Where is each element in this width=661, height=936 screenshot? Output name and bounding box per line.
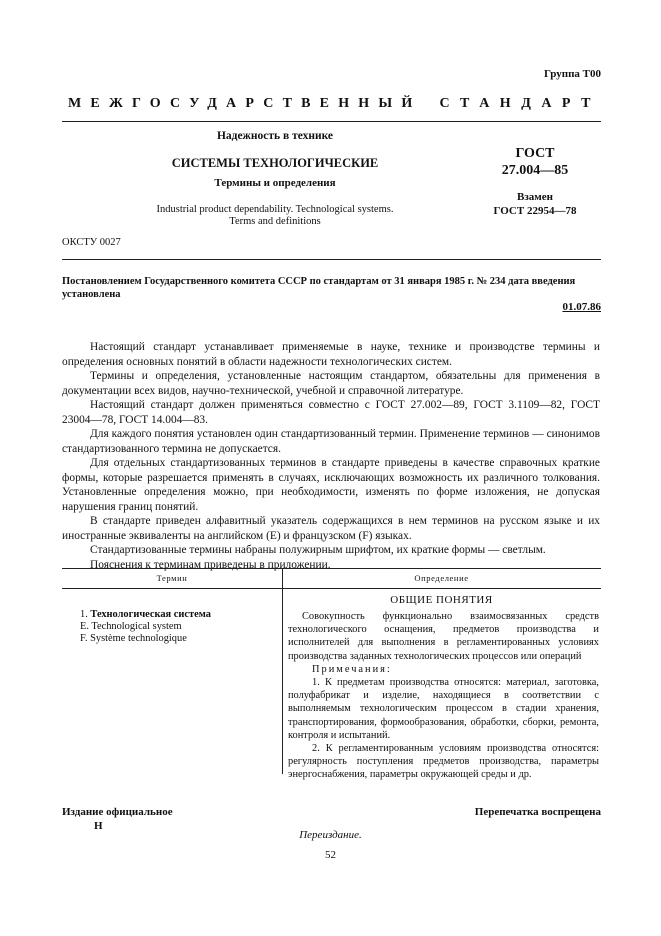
term-fr: F. Système technologique <box>80 633 187 644</box>
main-title: СИСТЕМЫ ТЕХНОЛОГИЧЕСКИЕ <box>171 156 379 170</box>
table-top-border <box>62 568 601 569</box>
term-entry <box>80 609 280 645</box>
note-1: 1. К предметам производства относятся: материал, заготовка, полуфабрикат и изделие, находящиеся в соответствии с выполняемым технологическим процессом в стадии хранения, транспортирования, формообразования, обработки, сборки, ремонта, контроля и испытаний. <box>288 677 599 741</box>
decree-text: Постановлением Государственного комитета СССР по стандартам от 31 января 1985 г. № 234 дата введения установлена <box>62 276 576 300</box>
paragraph: Термины и определения, установленные настоящим стандартом, обязательны для применения в документации всех видов, научно-технической, учебной и справочной литературе. <box>62 370 600 397</box>
english-title-line2: Terms and definitions <box>229 216 321 227</box>
reliability-heading: Надежность в технике <box>216 130 334 142</box>
english-title <box>130 204 420 228</box>
term-number: 1. <box>80 609 88 620</box>
okstu-code: ОКСТУ 0027 <box>62 237 121 248</box>
header-divider <box>62 121 601 122</box>
page-number: 52 <box>325 849 336 861</box>
notes-title: Примечания: <box>312 663 392 675</box>
paragraph: Настоящий стандарт должен применяться совместно с ГОСТ 27.002—89, ГОСТ 3.1109—82, ГОСТ 23004—78, ГОСТ 14.004—83. <box>62 399 600 426</box>
paragraph: Для каждого понятия установлен один стандартизованный термин. Применение терминов — синонимов стандартизованного термина не допускается. <box>62 428 600 455</box>
gost-number: 27.004—85 <box>501 163 569 178</box>
sub-title: Термины и определения <box>214 177 336 189</box>
group-label: Группа Т00 <box>543 68 601 80</box>
reprint-notice: Перепечатка воспрещена <box>474 806 601 818</box>
standard-banner <box>68 96 601 112</box>
definition-block <box>288 610 599 782</box>
paragraph: Для отдельных стандартизованных терминов в стандарте приведены в качестве справочных краткие формы, которые разрешается применять в случаях, исключающих возможность их различного толкования. Установленные определения можно, при необходимости, изменять по форме изложения, не допуская нарушения границ понятий. <box>62 457 600 513</box>
official-edition: Издание официальное <box>62 806 173 818</box>
term-ru <box>80 609 280 621</box>
section-heading: ОБЩИЕ ПОНЯТИЯ <box>390 594 493 606</box>
decree-date: 01.07.86 <box>562 301 601 313</box>
english-title-line1: Industrial product dependability. Technological systems. <box>156 204 394 215</box>
banner-left: МЕЖГОСУДАРСТВЕННЫЙ <box>68 96 422 111</box>
intro-text <box>62 340 600 572</box>
banner-right: СТАНДАРТ <box>439 96 601 111</box>
paragraph: Стандартизованные термины набраны полужирным шрифтом, их краткие формы — светлым. <box>90 544 546 556</box>
definition-text: Совокупность функционально взаимосвязанных средств технологического оснащения, предметов производства и исполнителей для выполнения в регламентированных условиях производства заданных технологических процессов или операций <box>288 611 599 662</box>
edition-mark: Н <box>94 820 103 832</box>
table-header-border <box>62 588 601 589</box>
note-2: 2. К регламентированным условиям производства относятся: регулярность поступления предметов производства, параметры энергоснабжения, параметры окружающей среды и др. <box>288 743 599 781</box>
replaced-gost: ГОСТ 22954—78 <box>493 205 577 217</box>
replaces-label: Взамен <box>517 191 553 203</box>
reissue-note: Переиздание. <box>299 829 362 841</box>
term-name: Технологическая система <box>90 609 211 620</box>
col-term-header: Термин <box>156 573 188 583</box>
gost-label: ГОСТ <box>515 146 555 161</box>
term-en: E. Technological system <box>80 621 182 632</box>
paragraph: Пояснения к терминам приведены в приложении. <box>90 558 331 571</box>
okstu-divider <box>62 259 601 260</box>
paragraph: В стандарте приведен алфавитный указатель содержащихся в нем терминов на русском языке и их иностранные эквиваленты на английском (E) и французском (F) языках. <box>62 515 600 542</box>
paragraph: Настоящий стандарт устанавливает применяемые в науке, технике и производстве термины и определения основных понятий в области надежности технологических систем. <box>62 341 600 368</box>
col-def-header: Определение <box>414 573 469 583</box>
